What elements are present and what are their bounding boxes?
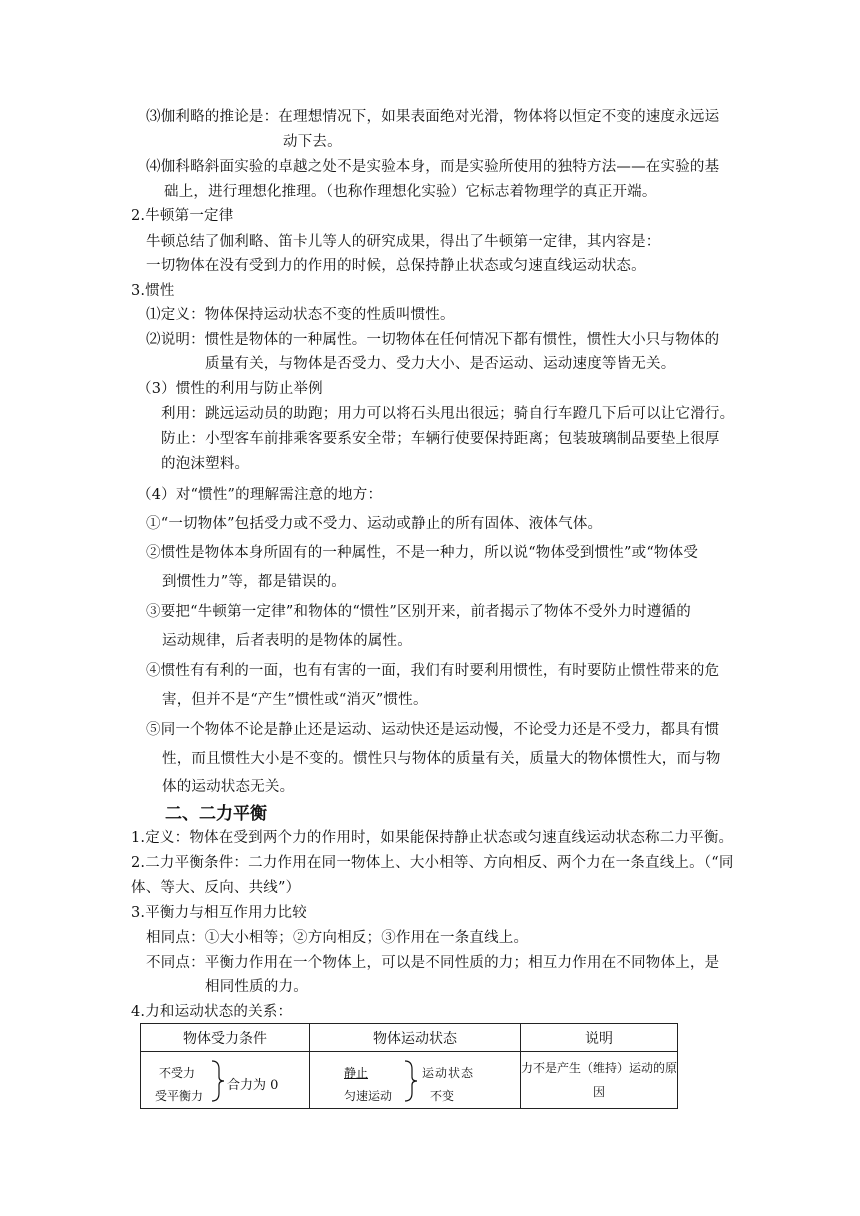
motion-result-2: 不变 [430,1089,455,1103]
motion-state-cell [310,1052,521,1109]
table-header-cell: 说明 [521,1024,678,1052]
text-line: 性，而且惯性大小是不变的。惯性只与物体的质量有关，质量大的物体惯性大，而与物 [162,751,721,767]
text-line: ④惯性有有利的一面，也有有害的一面，我们有时要利用惯性，有时要防止惯性带来的危 [146,663,720,679]
section-heading: 2.牛顿第一定律 [131,208,234,224]
text-line: 体、等大、反向、共线”） [131,880,301,896]
text-line: 害，但并不是“产生”惯性或“消灭”惯性。 [162,692,428,708]
table-header-row [141,1024,678,1052]
text-line: 一切物体在没有受到力的作用的时候，总保持静止状态或匀速直线运动状态。 [146,258,646,274]
brace-icon [209,1059,227,1103]
text-line: ②惯性是物体本身所固有的一种属性，不是一种力，所以说“物体受到惯性”或“物体受 [146,545,699,561]
text-line: 的泡沫塑料。 [161,456,250,472]
text-line: ③要把“牛顿第一定律”和物体的“惯性”区别开来，前者揭示了物体不受外力时遵循的 [146,604,691,620]
motion-state-b: 匀速运动 [344,1089,393,1103]
section-heading: 4.力和运动状态的关系： [131,1004,293,1020]
brace-icon [402,1059,420,1103]
force-result: 合力为 0 [227,1078,279,1093]
table-header-cell: 物体运动状态 [310,1024,521,1052]
text-line: 1.定义：物体在受到两个力的作用时，如果能保持静止状态或匀速直线运动状态称二力平衡。 [131,830,734,846]
force-condition-cell [141,1052,310,1109]
text-line: 牛顿总结了伽利略、笛卡儿等人的研究成果，得出了牛顿第一定律，其内容是： [146,234,661,250]
text-line: 不同点：平衡力作用在一个物体上，可以是不同性质的力；相互力作用在不同物体上，是 [146,955,720,971]
chapter-heading: 二、二力平衡 [165,804,267,824]
text-line: 相同点：①大小相等；②方向相反；③作用在一条直线上。 [146,930,529,946]
motion-state-a: 静止 [344,1066,369,1080]
text-line: 防止：小型客车前排乘客要系安全带；车辆行使要保持距离；包装玻璃制品要垫上很厚 [161,431,720,447]
text-line: （3）惯性的利用与防止举例 [137,381,323,397]
text-line: ⑤同一个物体不论是静止还是运动、运动快还是运动慢，不论受力还是不受力，都具有惯 [146,722,720,738]
force-condition-b: 受平衡力 [155,1089,204,1103]
text-line: ⑴定义：物体保持运动状态不变的性质叫惯性。 [146,307,455,323]
text-line: 质量有关，与物体是否受力、受力大小、是否运动、运动速度等皆无关。 [205,356,676,372]
text-line: 2.二力平衡条件：二力作用在同一物体上、大小相等、方向相反、两个力在一条直线上。（“同 [131,855,734,871]
text-line: ⑶伽利略的推论是：在理想情况下，如果表面绝对光滑，物体将以恒定不变的速度永远运 [146,109,720,125]
note-cell: 力不是产生（维持）运动的原因 [521,1052,678,1109]
text-line: ⑷伽科略斜面实验的卓越之处不是实验本身，而是实验所使用的独特方法——在实验的基 [146,159,720,175]
motion-result-1: 运动状态 [422,1066,475,1080]
text-line: 相同性质的力。 [205,979,308,995]
table-row [141,1052,678,1109]
text-line: 础上，进行理想化推理。（也称作理想化实验）它标志着物理学的真正开端。 [164,184,657,200]
text-line: ①“一切物体”包括受力或不受力、运动或静止的所有固体、液体气体。 [146,516,603,532]
section-heading: 3.惯性 [131,283,175,299]
force-condition-a: 不受力 [159,1066,196,1080]
force-motion-table [140,1023,678,1109]
text-line: 运动规律，后者表明的是物体的属性。 [162,633,412,649]
text-line: 动下去。 [283,134,342,150]
section-heading: 3.平衡力与相互作用力比较 [131,905,307,921]
text-line: 利用：跳远运动员的助跑；用力可以将石头甩出很远；骑自行车蹬几下后可以让它滑行。 [161,406,735,422]
text-line: 体的运动状态无关。 [162,779,295,795]
text-line: （4）对“惯性”的理解需注意的地方： [137,487,383,503]
text-line: 到惯性力”等，都是错误的。 [162,574,347,590]
text-line: ⑵说明：惯性是物体的一种属性。一切物体在任何情况下都有惯性，惯性大小只与物体的 [146,332,720,348]
table-header-cell: 物体受力条件 [141,1024,310,1052]
